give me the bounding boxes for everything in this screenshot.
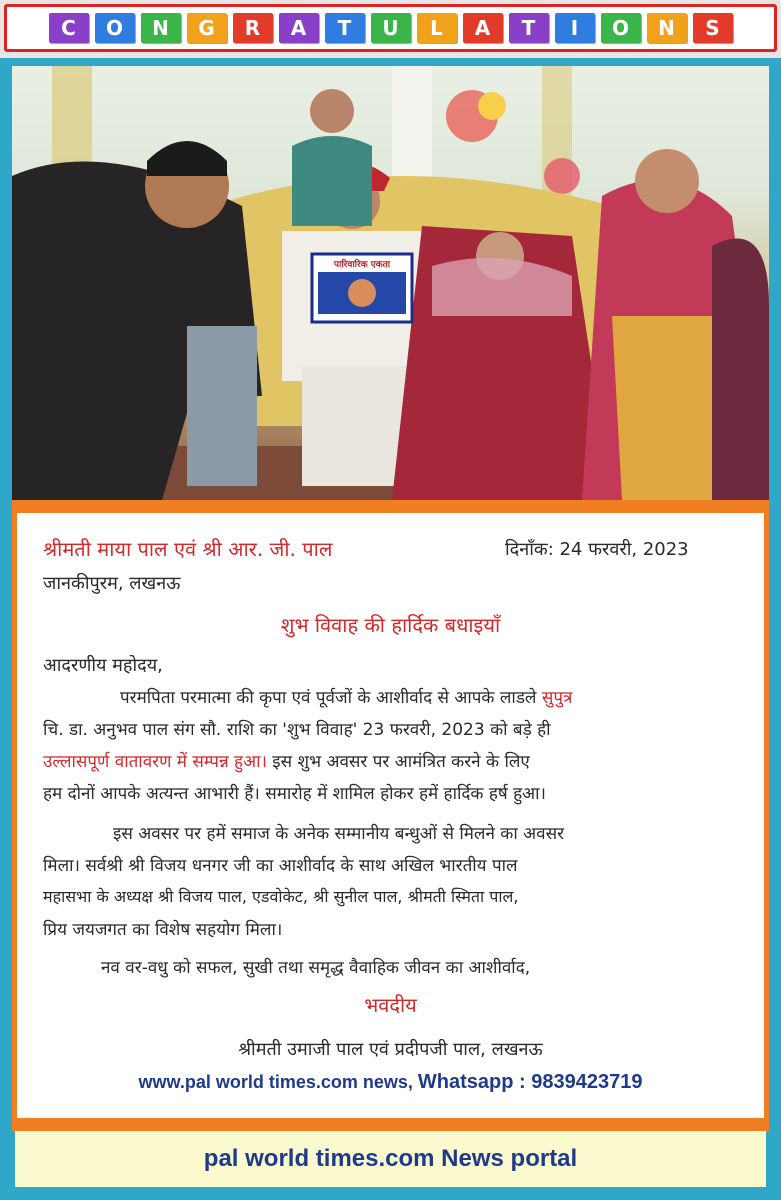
whatsapp-number: Whatsapp : 9839423719 <box>417 1071 643 1093</box>
banner-letter-tile: U <box>371 13 411 43</box>
sender-place: जानकीपुरम, लखनऊ <box>43 573 181 594</box>
website-text: www.pal world times.com news, <box>138 1072 418 1092</box>
paragraph-1-line-4: हम दोनों आपके अत्यन्त आभारी हैं। समारोह में शामिल होकर हमें हार्दिक हर्ष हुआ। <box>43 784 546 804</box>
banner-letter-tile: T <box>509 13 549 43</box>
sender-names: श्रीमती माया पाल एवं श्री आर. जी. पाल <box>43 537 333 561</box>
banner-letter-tile: O <box>95 13 135 43</box>
wedding-photo-illustration <box>12 66 769 500</box>
banner-letter-tile: I <box>555 13 595 43</box>
banner-letter-tile: T <box>325 13 365 43</box>
banner-letter-tile: S <box>693 13 733 43</box>
letter-body <box>17 513 764 1118</box>
banner-letter-tile: O <box>601 13 641 43</box>
banner-letter-tile: A <box>279 13 319 43</box>
news-portal-footer <box>15 1131 766 1187</box>
closing-bhavdiya: भवदीय <box>364 993 417 1017</box>
banner-letter-tile: C <box>49 13 89 43</box>
letter-date: दिनाँक: 24 फरवरी, 2023 <box>505 539 689 560</box>
banner-letter-tile: N <box>141 13 181 43</box>
paragraph-2-line-3: महासभा के अध्यक्ष श्री विजय पाल, एडवोकेट, श्री सुनील पाल, श्रीमती स्मिता पाल, <box>43 887 519 906</box>
signature: श्रीमती उमाजी पाल एवं प्रदीपजी पाल, लखनऊ <box>238 1039 543 1060</box>
paragraph-1-line-3: उल्लासपूर्ण वातावरण में सम्पन्न हुआ। इस शुभ अवसर पर आमंत्रित करने के लिए <box>43 752 530 772</box>
banner-letter-tile: L <box>417 13 457 43</box>
paragraph-2-line-1: इस अवसर पर हमें समाज के अनेक सम्मानीय बन्धुओं से मिलने का अवसर <box>113 824 565 844</box>
contact-line <box>17 1071 764 1094</box>
blessing-line: नव वर-वधु को सफल, सुखी तथा समृद्ध वैवाहिक जीवन का आशीर्वाद, <box>101 958 531 978</box>
wedding-photo <box>12 66 769 500</box>
salutation: आदरणीय महोदय, <box>43 655 163 676</box>
banner-letter-tile: G <box>187 13 227 43</box>
banner-letter-tile: A <box>463 13 503 43</box>
paragraph-2-line-2: मिला। सर्वश्री श्री विजय धनगर जी का आशीर्वाद के साथ अखिल भारतीय पाल <box>43 856 518 876</box>
highlight-suputra: सुपुत्र <box>541 688 573 708</box>
banner-letter-tile: R <box>233 13 273 43</box>
banner-letter-tile: N <box>647 13 687 43</box>
congratulations-banner <box>0 0 781 58</box>
paragraph-2-line-4: प्रिय जयजगत का विशेष सहयोग मिला। <box>43 920 283 940</box>
paragraph-1-line-2: चि. डा. अनुभव पाल संग सौ. राशि का 'शुभ विवाह' 23 फरवरी, 2023 को बड़े ही <box>43 720 551 740</box>
paragraph-1-line-1: परमपिता परमात्मा की कृपा एवं पूर्वजों के आशीर्वाद से आपके लाडले सुपुत्र <box>120 688 573 708</box>
footer-title: pal world times.com News portal <box>203 1145 578 1172</box>
letter-heading: शुभ विवाह की हार्दिक बधाइयाँ <box>280 613 501 637</box>
placard-text: पारिवारिक एकता <box>333 260 391 270</box>
banner-letters <box>4 4 777 52</box>
